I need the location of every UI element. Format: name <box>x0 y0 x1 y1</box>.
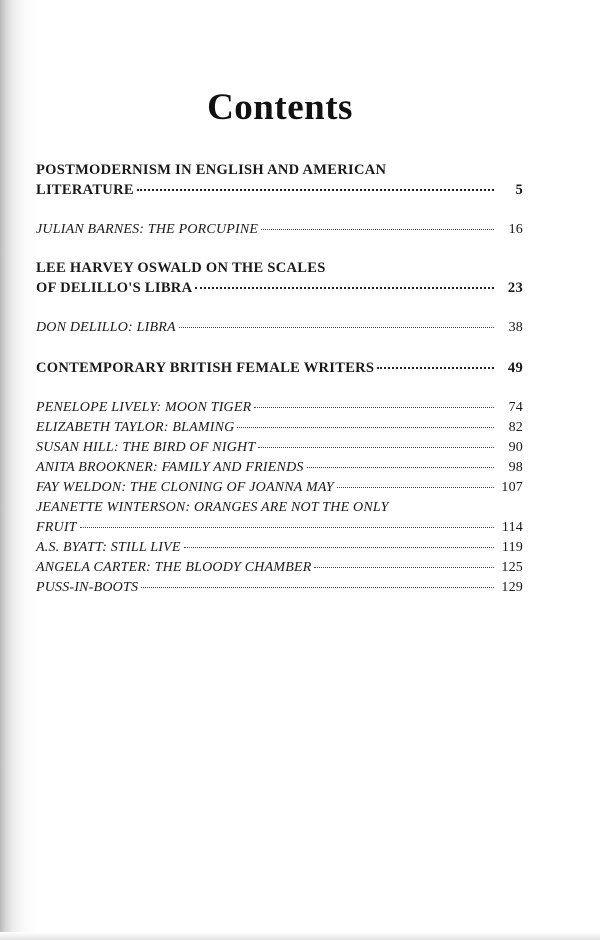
toc-entry-text: LEE HARVEY OSWALD ON THE SCALES <box>36 260 326 276</box>
toc-entry-text: A.S. BYATT: STILL LIVE <box>36 540 181 555</box>
dot-leader <box>377 367 494 369</box>
page-number: 119 <box>501 540 523 555</box>
dot-leader <box>307 467 494 468</box>
toc-entry-don-delillo <box>36 318 523 338</box>
page-number: 114 <box>501 520 523 535</box>
toc-entry-text: FAY WELDON: THE CLONING OF JOANNA MAY <box>36 480 334 495</box>
toc-entry-lee-harvey-oswald <box>36 258 523 298</box>
page-bottom-edge <box>0 932 600 940</box>
page-title: Contents <box>207 87 353 128</box>
page-number: 129 <box>501 580 523 595</box>
toc-entry-postmodernism <box>36 160 523 200</box>
page-number: 98 <box>508 460 523 475</box>
page-number: 38 <box>508 320 523 335</box>
toc-entry-fay-weldon <box>36 478 523 498</box>
toc-entry-text: ANGELA CARTER: THE BLOODY CHAMBER <box>36 560 312 575</box>
toc-entry-text: PENELOPE LIVELY: MOON TIGER <box>36 400 252 415</box>
toc-entry-text: FRUIT <box>36 520 77 535</box>
dot-leader <box>141 587 494 588</box>
dot-leader <box>254 407 494 408</box>
toc-entry-elizabeth-taylor <box>36 418 523 438</box>
toc-entry-text: JULIAN BARNES: THE PORCUPINE <box>36 222 259 237</box>
toc-entry-text: ELIZABETH TAYLOR: BLAMING <box>36 420 235 435</box>
toc-entry-text: POSTMODERNISM IN ENGLISH AND AMERICAN <box>36 162 387 178</box>
page-number: 74 <box>508 400 523 415</box>
page-number: 23 <box>507 280 523 296</box>
dot-leader <box>337 487 494 488</box>
toc-entry-jeanette-winterson <box>36 498 523 538</box>
toc-entry-text: DON DELILLO: LIBRA <box>36 320 176 335</box>
dot-leader <box>237 427 494 428</box>
toc-entry-anita-brookner <box>36 458 523 478</box>
toc-entry-text: JEANETTE WINTERSON: ORANGES ARE NOT THE ONLY <box>36 500 389 515</box>
toc-entry-text: SUSAN HILL: THE BIRD OF NIGHT <box>36 440 256 455</box>
toc-entry-angela-carter <box>36 558 523 578</box>
page-number: 5 <box>515 182 523 198</box>
dot-leader <box>314 567 494 568</box>
toc-entry-julian-barnes <box>36 220 523 240</box>
toc-entry-text: OF DELILLO'S LIBRA <box>36 280 193 296</box>
page-number: 107 <box>501 480 523 495</box>
dot-leader <box>261 229 494 230</box>
toc-entry-text: ANITA BROOKNER: FAMILY AND FRIENDS <box>36 460 304 475</box>
dot-leader <box>184 547 494 548</box>
page-number: 82 <box>508 420 523 435</box>
dot-leader <box>137 189 494 191</box>
toc-entry-text: CONTEMPORARY BRITISH FEMALE WRITERS <box>36 360 375 376</box>
toc-entry-text: PUSS-IN-BOOTS <box>36 580 139 595</box>
page-number: 16 <box>508 222 523 237</box>
toc-entry-susan-hill <box>36 438 523 458</box>
toc-entry-penelope-lively <box>36 398 523 418</box>
table-of-contents <box>36 160 523 598</box>
toc-entry-text: LITERATURE <box>36 182 134 198</box>
toc-entry-puss-in-boots <box>36 578 523 598</box>
dot-leader <box>80 527 494 528</box>
page-number: 125 <box>501 560 523 575</box>
page-number: 49 <box>507 360 523 376</box>
page-number: 90 <box>508 440 523 455</box>
dot-leader <box>258 447 494 448</box>
dot-leader <box>195 287 494 289</box>
toc-entry-as-byatt <box>36 538 523 558</box>
dot-leader <box>179 327 494 328</box>
toc-entry-contemporary-british-female-writers <box>36 358 523 378</box>
